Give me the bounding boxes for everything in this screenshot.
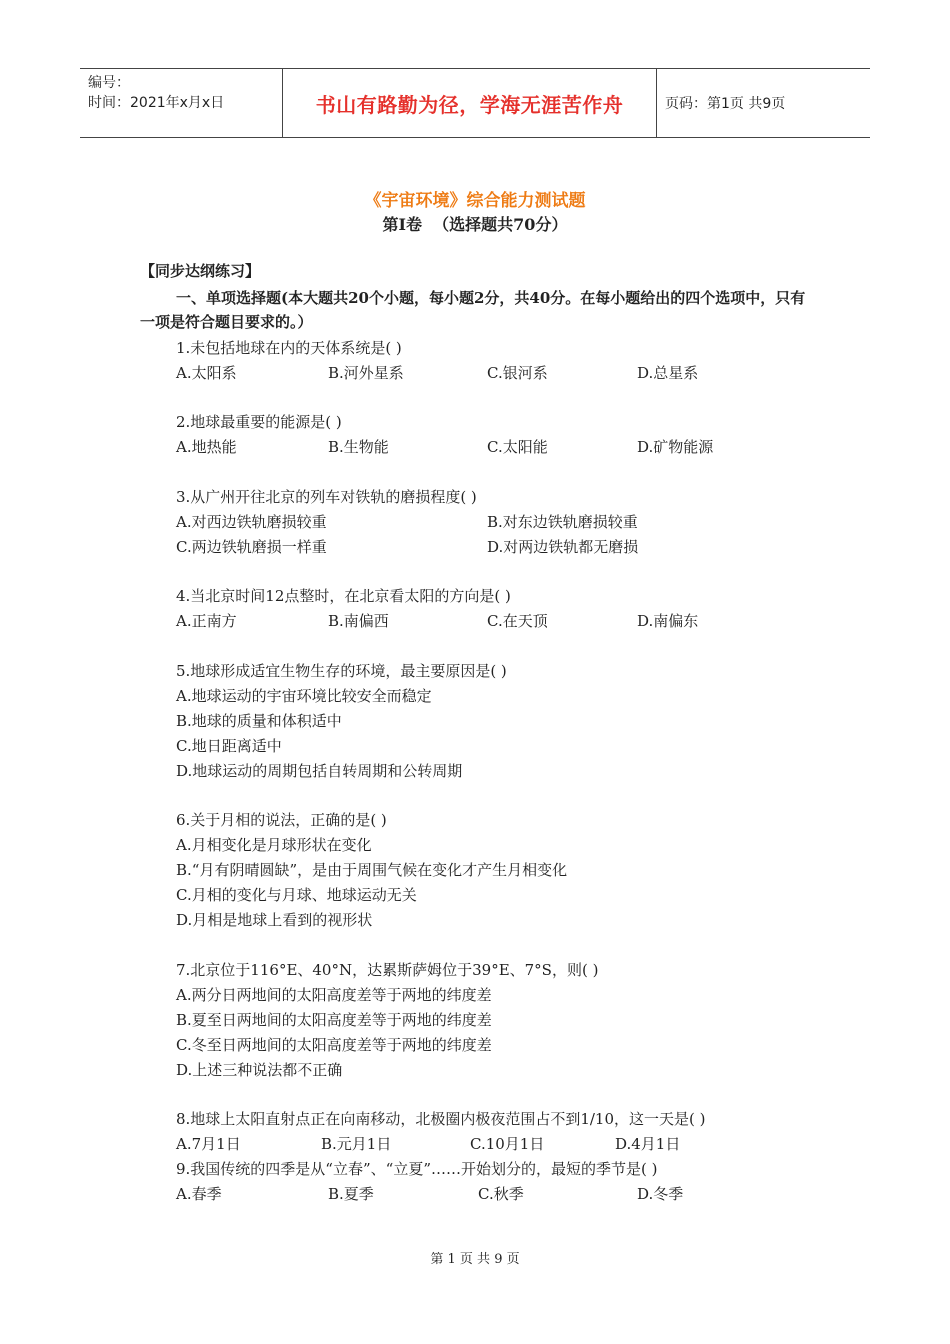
option: D.冬季 [637,1185,684,1203]
question-stem: 9.我国传统的四季是从“立春”、“立夏”……开始划分的，最短的季节是( ) [176,1160,658,1178]
option: D.地球运动的周期包括自转周期和公转周期 [176,762,463,780]
option: C.秋季 [478,1185,524,1203]
motto: 书山有路勤为径，学海无涯苦作舟 [315,92,624,117]
question-stem: 8.地球上太阳直射点正在向南移动，北极圈内极夜范围占不到1/10，这一天是( ) [176,1110,706,1128]
option: C.月相的变化与月球、地球运动无关 [176,886,417,904]
document-title: 《宇宙环境》综合能力测试题 [364,191,586,211]
question-stem: 2.地球最重要的能源是( ) [176,413,342,431]
option: B.南偏西 [328,612,389,630]
option: A.地热能 [176,438,237,456]
option: D.对两边铁轨都无磨损 [487,538,639,556]
option: D.月相是地球上看到的视形状 [176,911,373,929]
option: B.元月1日 [321,1135,392,1153]
option: C.地日距离适中 [176,737,282,755]
option: C.冬至日两地间的太阳高度差等于两地的纬度差 [176,1036,492,1054]
option: B.河外星系 [328,364,404,382]
question-stem: 3.从广州开往北京的列车对铁轨的磨损程度( ) [176,488,477,506]
option: B.夏季 [328,1185,374,1203]
option: C.太阳能 [487,438,548,456]
option: A.正南方 [176,612,237,630]
question-stem: 7.北京位于116°E、40°N，达累斯萨姆位于39°E、7°S，则( ) [176,961,599,979]
option: B.“月有阴晴圆缺”，是由于周围气候在变化才产生月相变化 [176,861,568,879]
question-stem: 1.未包括地球在内的天体系统是( ) [176,339,402,357]
page-header [80,68,870,138]
instructions: 一、单项选择题(本大题共20个小题，每小题2分，共40分。在每小题给出的四个选项中，只有一项是符合题目要求的。） [140,289,806,331]
option: A.对西边铁轨磨损较重 [176,513,327,531]
option: D.南偏东 [637,612,699,630]
number-label: 编号： [88,75,130,91]
option: C.银河系 [487,364,548,382]
option: A.两分日两地间的太阳高度差等于两地的纬度差 [176,986,492,1004]
question-stem: 5.地球形成适宜生物生存的环境，最主要原因是( ) [176,662,507,680]
option: A.春季 [176,1185,222,1203]
option: A.太阳系 [176,364,237,382]
option: D.总星系 [637,364,699,382]
option: D.4月1日 [615,1135,681,1153]
option: B.对东边铁轨磨损较重 [487,513,638,531]
option: C.在天顶 [487,612,548,630]
section-heading: 【同步达纲练习】 [140,262,261,280]
date-label: 时间：2021年x月x日 [88,95,225,111]
header-meta [80,69,282,137]
option: A.7月1日 [176,1135,241,1153]
option: A.月相变化是月球形状在变化 [176,836,372,854]
option: B.地球的质量和体积适中 [176,712,342,730]
document-subtitle: 第Ⅰ卷 （选择题共70分） [382,215,568,234]
option: C.两边铁轨磨损一样重 [176,538,327,556]
page-footer: 第 1 页 共 9 页 [430,1252,520,1267]
option: B.生物能 [328,438,389,456]
option: C.10月1日 [470,1135,545,1153]
question-stem: 6.关于月相的说法，正确的是( ) [176,811,387,829]
header-page-info-cell [657,69,870,137]
question-stem: 4.当北京时间12点整时，在北京看太阳的方向是( ) [176,587,511,605]
option: D.上述三种说法都不正确 [176,1061,343,1079]
option: B.夏至日两地间的太阳高度差等于两地的纬度差 [176,1011,492,1029]
header-motto-cell [282,69,657,137]
option: D.矿物能源 [637,438,714,456]
page-info: 页码：第1页 共9页 [665,96,786,112]
option: A.地球运动的宇宙环境比较安全而稳定 [176,687,432,705]
